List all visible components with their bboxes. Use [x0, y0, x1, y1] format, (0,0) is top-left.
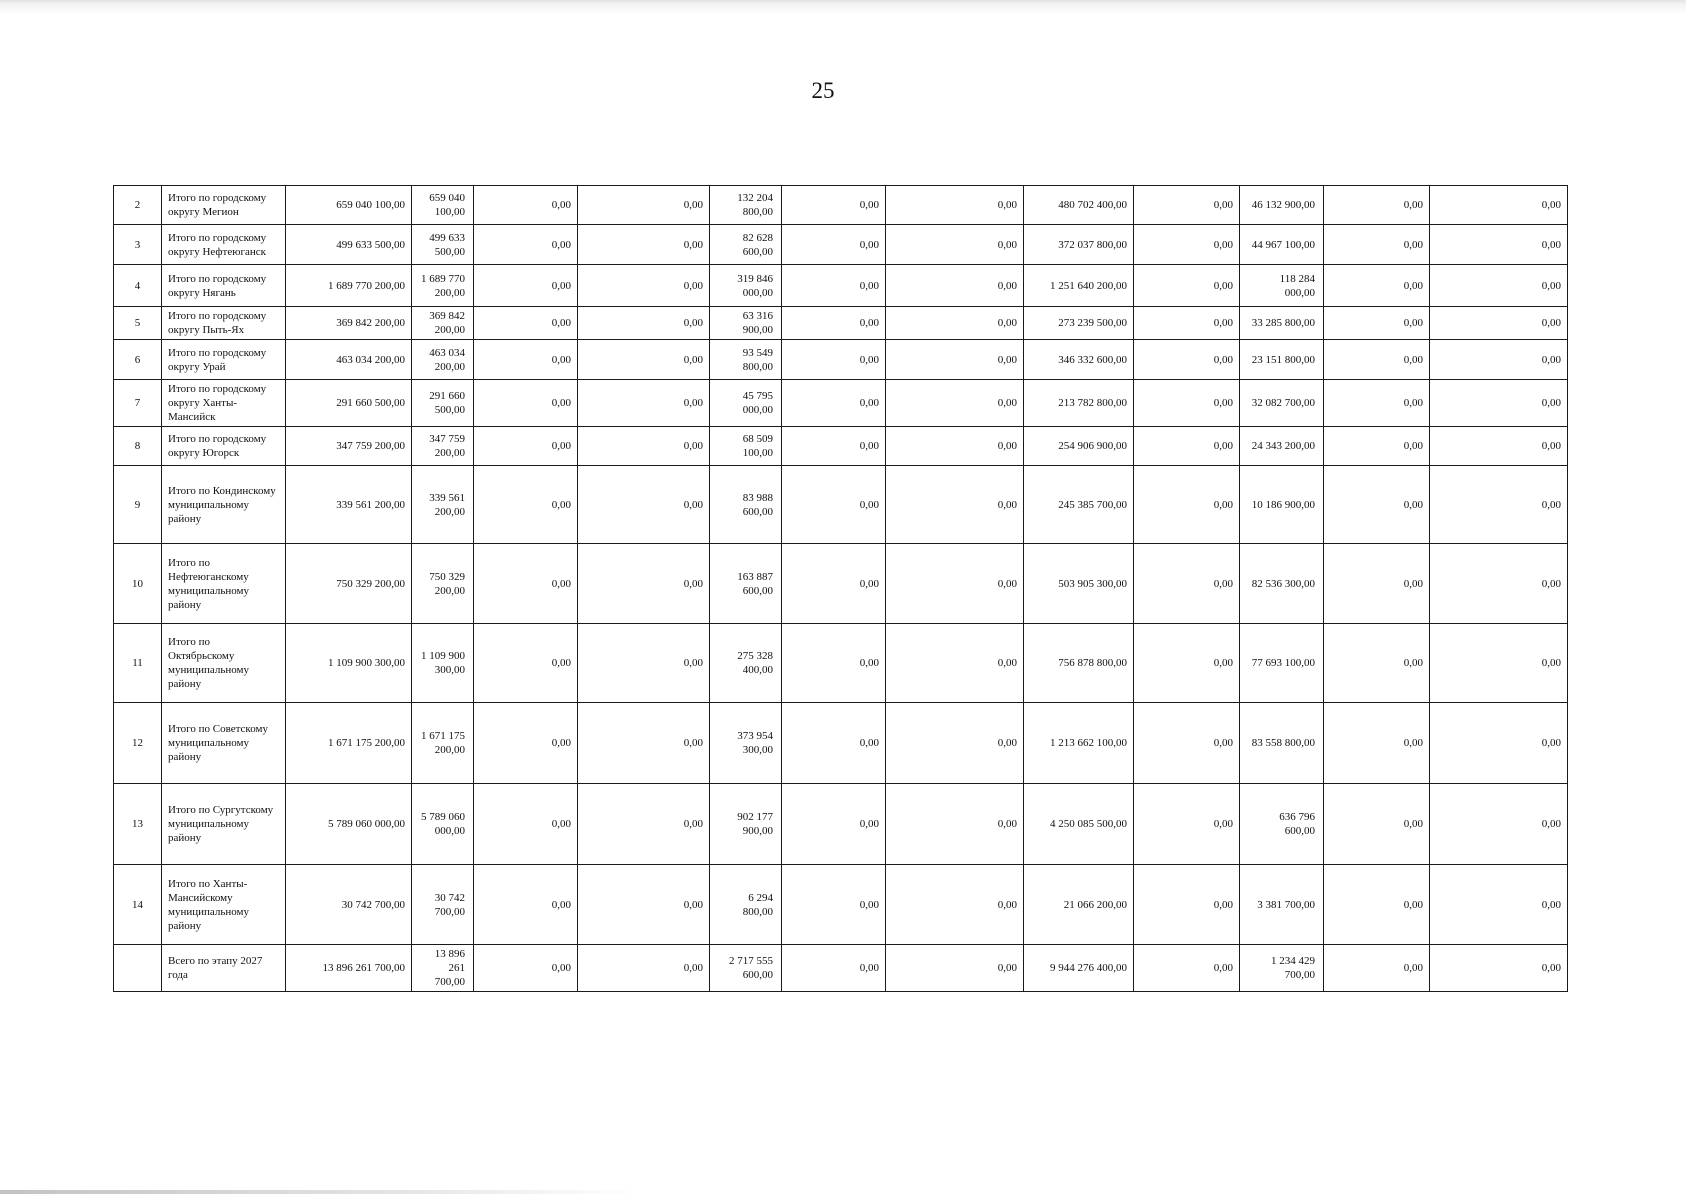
- table-row: [114, 466, 1568, 544]
- table-cell: 480 702 400,00: [1024, 186, 1134, 225]
- table-cell: 0,00: [782, 307, 886, 340]
- table-cell: 0,00: [886, 466, 1024, 544]
- table-row: [114, 544, 1568, 624]
- table-cell: 0,00: [1430, 544, 1568, 624]
- table-cell: 213 782 800,00: [1024, 380, 1134, 427]
- table-cell: 0,00: [886, 427, 1024, 466]
- table-cell: 0,00: [1430, 945, 1568, 992]
- table-cell: 0,00: [782, 703, 886, 784]
- table-cell: 68 509 100,00: [710, 427, 782, 466]
- table-cell: 0,00: [1134, 544, 1240, 624]
- table-cell: 0,00: [1134, 784, 1240, 865]
- table-cell: 163 887 600,00: [710, 544, 782, 624]
- table-cell: 0,00: [886, 265, 1024, 307]
- table-cell: 1 234 429 700,00: [1240, 945, 1324, 992]
- table-cell: 347 759 200,00: [412, 427, 474, 466]
- table-row: [114, 307, 1568, 340]
- table-cell: 0,00: [578, 340, 710, 380]
- table-cell: 0,00: [782, 265, 886, 307]
- table-cell: 0,00: [578, 784, 710, 865]
- table-cell: 1 689 770 200,00: [412, 265, 474, 307]
- table-cell: 291 660 500,00: [286, 380, 412, 427]
- table-cell: 0,00: [578, 703, 710, 784]
- table-cell: 0,00: [1430, 427, 1568, 466]
- table-cell: 0,00: [1430, 466, 1568, 544]
- page-number: 25: [811, 78, 835, 103]
- table-cell: 1 109 900 300,00: [286, 624, 412, 703]
- table-cell: 339 561 200,00: [286, 466, 412, 544]
- table-cell: 0,00: [886, 186, 1024, 225]
- table-cell: 0,00: [782, 945, 886, 992]
- row-number: 10: [114, 544, 162, 624]
- table-row: [114, 703, 1568, 784]
- table-cell: 291 660 500,00: [412, 380, 474, 427]
- table-cell: 0,00: [578, 544, 710, 624]
- table-cell: 0,00: [1324, 784, 1430, 865]
- row-name: Итого по городскому округу Ханты-Мансийск: [162, 380, 286, 427]
- row-name: Итого по городскому округу Нефтеюганск: [162, 225, 286, 265]
- row-number: 9: [114, 466, 162, 544]
- table-cell: 0,00: [1324, 265, 1430, 307]
- table-cell: 0,00: [1324, 340, 1430, 380]
- row-name: Всего по этапу 2027 года: [162, 945, 286, 992]
- row-name: Итого по городскому округу Пыть-Ях: [162, 307, 286, 340]
- table-cell: 0,00: [1134, 945, 1240, 992]
- row-name: Итого по Октябрьскому муниципальному району: [162, 624, 286, 703]
- table-cell: 0,00: [474, 466, 578, 544]
- table-cell: 0,00: [782, 544, 886, 624]
- table-cell: 756 878 800,00: [1024, 624, 1134, 703]
- table-cell: 83 988 600,00: [710, 466, 782, 544]
- table-cell: 0,00: [886, 544, 1024, 624]
- table-cell: 93 549 800,00: [710, 340, 782, 380]
- table-cell: 0,00: [1324, 427, 1430, 466]
- table-row: [114, 265, 1568, 307]
- table-cell: 0,00: [578, 624, 710, 703]
- table-cell: 0,00: [782, 466, 886, 544]
- table-cell: 0,00: [782, 427, 886, 466]
- table-cell: 0,00: [1430, 703, 1568, 784]
- table-row: [114, 427, 1568, 466]
- table-cell: 0,00: [1430, 307, 1568, 340]
- row-name: Итого по городскому округу Нягань: [162, 265, 286, 307]
- table-cell: 0,00: [1324, 945, 1430, 992]
- table-cell: 1 109 900 300,00: [412, 624, 474, 703]
- table-cell: 0,00: [886, 703, 1024, 784]
- table-cell: 499 633 500,00: [286, 225, 412, 265]
- table-cell: 30 742 700,00: [412, 865, 474, 945]
- row-number: 5: [114, 307, 162, 340]
- table-cell: 21 066 200,00: [1024, 865, 1134, 945]
- table-cell: 0,00: [782, 225, 886, 265]
- table-row: [114, 945, 1568, 992]
- table-cell: 46 132 900,00: [1240, 186, 1324, 225]
- table-cell: 0,00: [578, 225, 710, 265]
- table-cell: 0,00: [886, 380, 1024, 427]
- table-cell: 372 037 800,00: [1024, 225, 1134, 265]
- table-cell: 13 896 261 700,00: [286, 945, 412, 992]
- table-cell: 0,00: [1324, 225, 1430, 265]
- table-cell: 1 689 770 200,00: [286, 265, 412, 307]
- table-cell: 118 284 000,00: [1240, 265, 1324, 307]
- table-cell: 0,00: [1134, 186, 1240, 225]
- table-cell: 273 239 500,00: [1024, 307, 1134, 340]
- row-number: 7: [114, 380, 162, 427]
- table-cell: 347 759 200,00: [286, 427, 412, 466]
- table-cell: 245 385 700,00: [1024, 466, 1134, 544]
- row-name: Итого по Сургутскому муниципальному району: [162, 784, 286, 865]
- table-cell: 463 034 200,00: [412, 340, 474, 380]
- table-cell: 0,00: [474, 624, 578, 703]
- table-cell: 0,00: [1134, 340, 1240, 380]
- table-cell: 0,00: [1324, 544, 1430, 624]
- table-cell: 0,00: [782, 340, 886, 380]
- table-cell: 319 846 000,00: [710, 265, 782, 307]
- table-cell: 346 332 600,00: [1024, 340, 1134, 380]
- table-cell: 0,00: [474, 225, 578, 265]
- row-number: 13: [114, 784, 162, 865]
- table-cell: 0,00: [1324, 624, 1430, 703]
- table-cell: 902 177 900,00: [710, 784, 782, 865]
- row-name: Итого по Нефтеюганскому муниципальному району: [162, 544, 286, 624]
- table-cell: 77 693 100,00: [1240, 624, 1324, 703]
- table-cell: 0,00: [578, 307, 710, 340]
- table-cell: 0,00: [782, 380, 886, 427]
- table-cell: 1 671 175 200,00: [412, 703, 474, 784]
- table-cell: 0,00: [1134, 265, 1240, 307]
- table-row: [114, 186, 1568, 225]
- table-cell: 0,00: [1430, 865, 1568, 945]
- table-cell: 0,00: [782, 624, 886, 703]
- table-cell: 275 328 400,00: [710, 624, 782, 703]
- table-cell: 0,00: [1430, 265, 1568, 307]
- table-cell: 0,00: [474, 307, 578, 340]
- row-number: 12: [114, 703, 162, 784]
- table-row: [114, 865, 1568, 945]
- row-name: Итого по Кондинскому муниципальному району: [162, 466, 286, 544]
- table-cell: 369 842 200,00: [412, 307, 474, 340]
- table-cell: 0,00: [1324, 186, 1430, 225]
- table-body: [114, 186, 1568, 992]
- row-name: Итого по городскому округу Мегион: [162, 186, 286, 225]
- row-number: 6: [114, 340, 162, 380]
- table-cell: 0,00: [886, 865, 1024, 945]
- table-cell: 0,00: [1134, 624, 1240, 703]
- table-cell: 3 381 700,00: [1240, 865, 1324, 945]
- table-row: [114, 624, 1568, 703]
- table-cell: 463 034 200,00: [286, 340, 412, 380]
- table-cell: 0,00: [578, 380, 710, 427]
- table-cell: 132 204 800,00: [710, 186, 782, 225]
- table-cell: 0,00: [578, 265, 710, 307]
- table-cell: 0,00: [474, 544, 578, 624]
- budget-table: [113, 185, 1568, 992]
- table-cell: 1 671 175 200,00: [286, 703, 412, 784]
- table-cell: 0,00: [1134, 380, 1240, 427]
- table-cell: 33 285 800,00: [1240, 307, 1324, 340]
- row-name: Итого по Ханты-Мансийскому муниципальному району: [162, 865, 286, 945]
- table-cell: 0,00: [1134, 703, 1240, 784]
- table-cell: 83 558 800,00: [1240, 703, 1324, 784]
- table-row: [114, 225, 1568, 265]
- row-name: Итого по Советскому муниципальному району: [162, 703, 286, 784]
- table-cell: 0,00: [782, 186, 886, 225]
- table-cell: 0,00: [474, 186, 578, 225]
- table-cell: 0,00: [1430, 784, 1568, 865]
- table-cell: 0,00: [1134, 466, 1240, 544]
- table-cell: 0,00: [474, 945, 578, 992]
- table-cell: 0,00: [474, 784, 578, 865]
- table-cell: 0,00: [782, 784, 886, 865]
- table-cell: 0,00: [474, 865, 578, 945]
- table-cell: 44 967 100,00: [1240, 225, 1324, 265]
- table-cell: 659 040 100,00: [412, 186, 474, 225]
- table-cell: 750 329 200,00: [412, 544, 474, 624]
- table-cell: 0,00: [578, 427, 710, 466]
- row-number: [114, 945, 162, 992]
- table-cell: 2 717 555 600,00: [710, 945, 782, 992]
- table-cell: 0,00: [1324, 466, 1430, 544]
- table-cell: 0,00: [1134, 307, 1240, 340]
- table-cell: 63 316 900,00: [710, 307, 782, 340]
- table-cell: 82 628 600,00: [710, 225, 782, 265]
- table-cell: 0,00: [1324, 307, 1430, 340]
- table-cell: 636 796 600,00: [1240, 784, 1324, 865]
- scan-edge-bottom: [0, 1190, 640, 1194]
- table-cell: 5 789 060 000,00: [286, 784, 412, 865]
- table-cell: 0,00: [886, 225, 1024, 265]
- row-name: Итого по городскому округу Урай: [162, 340, 286, 380]
- row-number: 3: [114, 225, 162, 265]
- table-cell: 0,00: [1430, 340, 1568, 380]
- table-cell: 1 213 662 100,00: [1024, 703, 1134, 784]
- table-cell: 0,00: [578, 865, 710, 945]
- table-cell: 32 082 700,00: [1240, 380, 1324, 427]
- table-cell: 0,00: [1134, 427, 1240, 466]
- table-cell: 0,00: [1430, 380, 1568, 427]
- table-cell: 0,00: [886, 307, 1024, 340]
- table-cell: 10 186 900,00: [1240, 466, 1324, 544]
- table-cell: 9 944 276 400,00: [1024, 945, 1134, 992]
- table-cell: 0,00: [474, 427, 578, 466]
- table-cell: 0,00: [1324, 865, 1430, 945]
- table-cell: 45 795 000,00: [710, 380, 782, 427]
- row-number: 2: [114, 186, 162, 225]
- table-cell: 4 250 085 500,00: [1024, 784, 1134, 865]
- table-cell: 0,00: [1430, 225, 1568, 265]
- table-cell: 0,00: [578, 466, 710, 544]
- table-cell: 0,00: [1430, 186, 1568, 225]
- table-row: [114, 380, 1568, 427]
- table-cell: 0,00: [886, 624, 1024, 703]
- table-cell: 339 561 200,00: [412, 466, 474, 544]
- table-cell: 0,00: [578, 945, 710, 992]
- table-cell: 0,00: [1134, 865, 1240, 945]
- table-row: [114, 340, 1568, 380]
- table-cell: 499 633 500,00: [412, 225, 474, 265]
- row-number: 8: [114, 427, 162, 466]
- row-name: Итого по городскому округу Югорск: [162, 427, 286, 466]
- table-cell: 30 742 700,00: [286, 865, 412, 945]
- table-row: [114, 784, 1568, 865]
- table-cell: 369 842 200,00: [286, 307, 412, 340]
- table-cell: 373 954 300,00: [710, 703, 782, 784]
- table-cell: 0,00: [886, 784, 1024, 865]
- table-cell: 0,00: [1430, 624, 1568, 703]
- table-cell: 0,00: [474, 340, 578, 380]
- row-number: 4: [114, 265, 162, 307]
- table-cell: 0,00: [1324, 380, 1430, 427]
- table-cell: 0,00: [474, 265, 578, 307]
- table-cell: 254 906 900,00: [1024, 427, 1134, 466]
- row-number: 11: [114, 624, 162, 703]
- table-cell: 1 251 640 200,00: [1024, 265, 1134, 307]
- table-cell: 23 151 800,00: [1240, 340, 1324, 380]
- table-cell: 0,00: [1324, 703, 1430, 784]
- table-cell: 0,00: [474, 703, 578, 784]
- table-cell: 750 329 200,00: [286, 544, 412, 624]
- table-cell: 5 789 060 000,00: [412, 784, 474, 865]
- table-cell: 0,00: [886, 340, 1024, 380]
- table-cell: 0,00: [886, 945, 1024, 992]
- row-number: 14: [114, 865, 162, 945]
- table-cell: 13 896 261 700,00: [412, 945, 474, 992]
- table-cell: 503 905 300,00: [1024, 544, 1134, 624]
- table-cell: 6 294 800,00: [710, 865, 782, 945]
- table-cell: 24 343 200,00: [1240, 427, 1324, 466]
- table-cell: 0,00: [1134, 225, 1240, 265]
- scan-edge-top: [0, 0, 1686, 16]
- table-cell: 0,00: [578, 186, 710, 225]
- table-cell: 659 040 100,00: [286, 186, 412, 225]
- table-cell: 0,00: [474, 380, 578, 427]
- table-cell: 0,00: [782, 865, 886, 945]
- table-cell: 82 536 300,00: [1240, 544, 1324, 624]
